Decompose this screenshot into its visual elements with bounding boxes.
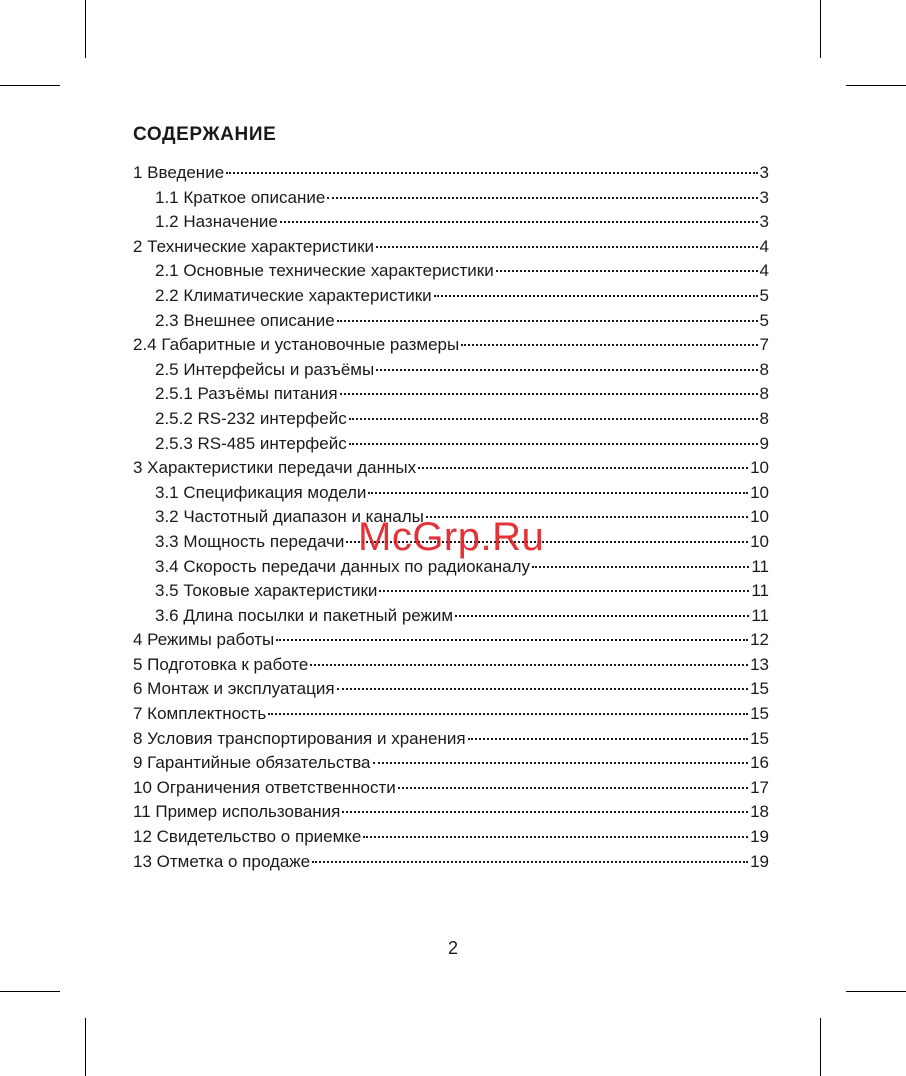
- toc-entry-page: 11: [751, 605, 769, 625]
- toc-entry-label: 2 Технические характеристики: [133, 236, 375, 256]
- toc-entry-label: 7 Комплектность: [133, 704, 267, 724]
- page-number: 2: [447, 938, 458, 958]
- toc-entry-label: 3.1 Спецификация модели: [155, 482, 367, 502]
- toc-entry[interactable]: [133, 161, 769, 186]
- toc-entry-page: 3: [759, 212, 769, 232]
- toc-entry-label: 2.2 Климатические характеристики: [155, 285, 432, 305]
- toc-entry[interactable]: [133, 259, 769, 284]
- toc-entry-page: 7: [759, 335, 769, 355]
- toc-entry-page: 11: [751, 581, 769, 601]
- toc-entry-label: 1 Введение: [133, 163, 225, 182]
- toc-entry-page: 5: [759, 285, 769, 305]
- toc-entry-label: 2.5.2 RS-232 интерфейс: [155, 408, 347, 428]
- toc-entry[interactable]: [133, 579, 769, 604]
- toc-entry-label: 13 Отметка о продаже: [133, 851, 311, 871]
- toc-entry[interactable]: [133, 309, 769, 334]
- crop-mark-top-right-vertical: [820, 0, 821, 58]
- toc-entry[interactable]: [133, 850, 769, 875]
- toc-entry[interactable]: [133, 284, 769, 309]
- toc-entry[interactable]: [133, 677, 769, 702]
- crop-mark-top-left-horizontal: [0, 85, 60, 86]
- crop-mark-bottom-right-vertical: [820, 1018, 821, 1076]
- toc-entry-page: 19: [750, 827, 769, 847]
- toc-dot-leader: [312, 861, 748, 863]
- toc-heading: СОДЕРЖАНИЕ: [133, 124, 277, 145]
- toc-entry-page: 15: [750, 679, 769, 699]
- toc-entry-label: 2.5.1 Разъёмы питания: [155, 384, 338, 404]
- toc-entry-page: 10: [750, 458, 769, 478]
- toc-entry-page: 19: [750, 851, 769, 871]
- toc-entry[interactable]: [133, 800, 769, 825]
- toc-entry-label: 4 Режимы работы: [133, 630, 275, 650]
- toc-entry[interactable]: [133, 481, 769, 506]
- toc-dot-leader: [349, 443, 758, 445]
- toc-dot-leader: [461, 344, 757, 346]
- toc-entry-page: 15: [750, 704, 769, 724]
- toc-dot-leader: [376, 246, 758, 248]
- toc-entry-label: 8 Условия транспортирования и хранения: [133, 728, 466, 748]
- toc-dot-leader: [342, 811, 748, 813]
- toc-entry-page: 13: [750, 654, 769, 674]
- toc-entry-page: 3: [759, 187, 769, 207]
- toc-dot-leader: [373, 762, 749, 764]
- toc-entry-page: 10: [750, 482, 769, 502]
- toc-entry-page: 8: [759, 384, 769, 404]
- toc-entry-label: 2.1 Основные технические характеристики: [155, 261, 494, 281]
- toc-entry-label: 3.5 Токовые характеристики: [155, 581, 378, 601]
- crop-mark-top-left-vertical: [85, 0, 86, 58]
- toc-entry-page: 10: [750, 531, 769, 551]
- toc-entry[interactable]: [133, 776, 769, 801]
- toc-entry-page: 12: [750, 630, 769, 650]
- toc-entry-label: 2.5.3 RS-485 интерфейс: [155, 433, 347, 453]
- toc-entry-label: 9 Гарантийные обязательства: [133, 753, 371, 773]
- toc-entry[interactable]: [133, 604, 769, 629]
- toc-entry-page: 9: [759, 433, 769, 453]
- toc-entry-page: 3: [759, 163, 769, 182]
- toc-entry-page: 18: [750, 802, 769, 822]
- toc-entry[interactable]: [133, 235, 769, 260]
- toc-dot-leader: [532, 566, 749, 568]
- toc-entry-page: 8: [759, 359, 769, 379]
- toc-entry-page: 4: [759, 236, 769, 256]
- toc-dot-leader: [418, 467, 748, 469]
- toc-dot-leader: [268, 713, 748, 715]
- toc-dot-leader: [455, 615, 749, 617]
- toc-entry-page: 10: [750, 507, 769, 527]
- toc-dot-leader: [379, 590, 749, 592]
- watermark: McGrp.Ru: [358, 515, 545, 559]
- toc-dot-leader: [340, 393, 758, 395]
- toc-entry[interactable]: [133, 358, 769, 383]
- toc-entry-label: 3.6 Длина посылки и пакетный режим: [155, 605, 454, 625]
- toc-dot-leader: [496, 270, 758, 272]
- toc-entry-label: 2.4 Габаритные и установочные размеры: [133, 335, 460, 355]
- toc-entry[interactable]: [133, 407, 769, 432]
- toc-dot-leader: [349, 418, 758, 420]
- toc-entry-label: 3.4 Скорость передачи данных по радиоканалу: [155, 556, 531, 576]
- toc-dot-leader: [363, 836, 748, 838]
- toc-entry[interactable]: [133, 727, 769, 752]
- toc-dot-leader: [368, 492, 748, 494]
- crop-mark-bottom-left-horizontal: [0, 991, 60, 992]
- toc-entry-label: 5 Подготовка к работе: [133, 654, 309, 674]
- toc-entry-label: 10 Ограничения ответственности: [133, 777, 396, 797]
- toc-entry[interactable]: [133, 186, 769, 211]
- toc-dot-leader: [434, 295, 758, 297]
- toc-entry-page: 15: [750, 728, 769, 748]
- toc-dot-leader: [468, 738, 749, 740]
- toc-entry[interactable]: [133, 628, 769, 653]
- toc-entry-label: 3.2 Частотный диапазон и каналы: [155, 507, 424, 527]
- toc-entry[interactable]: [133, 432, 769, 457]
- toc-entry-label: 2.3 Внешнее описание: [155, 310, 335, 330]
- toc-dot-leader: [337, 320, 758, 322]
- toc-dot-leader: [276, 639, 748, 641]
- crop-mark-bottom-left-vertical: [85, 1018, 86, 1076]
- crop-mark-top-right-horizontal: [846, 85, 906, 86]
- crop-mark-bottom-right-horizontal: [846, 991, 906, 992]
- toc-entry[interactable]: [133, 382, 769, 407]
- toc-entry-label: 1.1 Краткое описание: [155, 187, 326, 207]
- toc-entry-page: 11: [751, 556, 769, 576]
- toc-entry-label: 1.2 Назначение: [155, 212, 278, 232]
- toc-entry[interactable]: [133, 456, 769, 481]
- toc-entry-page: 17: [750, 777, 769, 797]
- toc-entry[interactable]: [133, 653, 769, 678]
- toc-entry-page: 4: [759, 261, 769, 281]
- toc-entry[interactable]: [133, 702, 769, 727]
- toc-entry-label: 2.5 Интерфейсы и разъёмы: [155, 359, 375, 379]
- toc-entry-label: 6 Монтаж и эксплуатация: [133, 679, 335, 699]
- toc-dot-leader: [280, 221, 758, 223]
- toc-dot-leader: [226, 172, 757, 174]
- toc-dot-leader: [337, 688, 749, 690]
- toc-dot-leader: [310, 664, 748, 666]
- toc-dot-leader: [327, 197, 757, 199]
- toc-dot-leader: [398, 787, 748, 789]
- toc-entry[interactable]: [133, 751, 769, 776]
- toc-entry-page: 16: [750, 753, 769, 773]
- toc-entry-page: 5: [759, 310, 769, 330]
- toc-entry-page: 8: [759, 408, 769, 428]
- toc-entry-label: 12 Свидетельство о приемке: [133, 827, 362, 847]
- toc-entry[interactable]: [133, 333, 769, 358]
- toc-entry-label: 11 Пример использования: [133, 802, 341, 822]
- toc-dot-leader: [376, 369, 757, 371]
- toc-entry-label: 3.3 Мощность передачи: [155, 531, 345, 551]
- toc-entry-label: 3 Характеристики передачи данных: [133, 458, 417, 478]
- toc-entry[interactable]: [133, 210, 769, 235]
- toc-entry[interactable]: [133, 825, 769, 850]
